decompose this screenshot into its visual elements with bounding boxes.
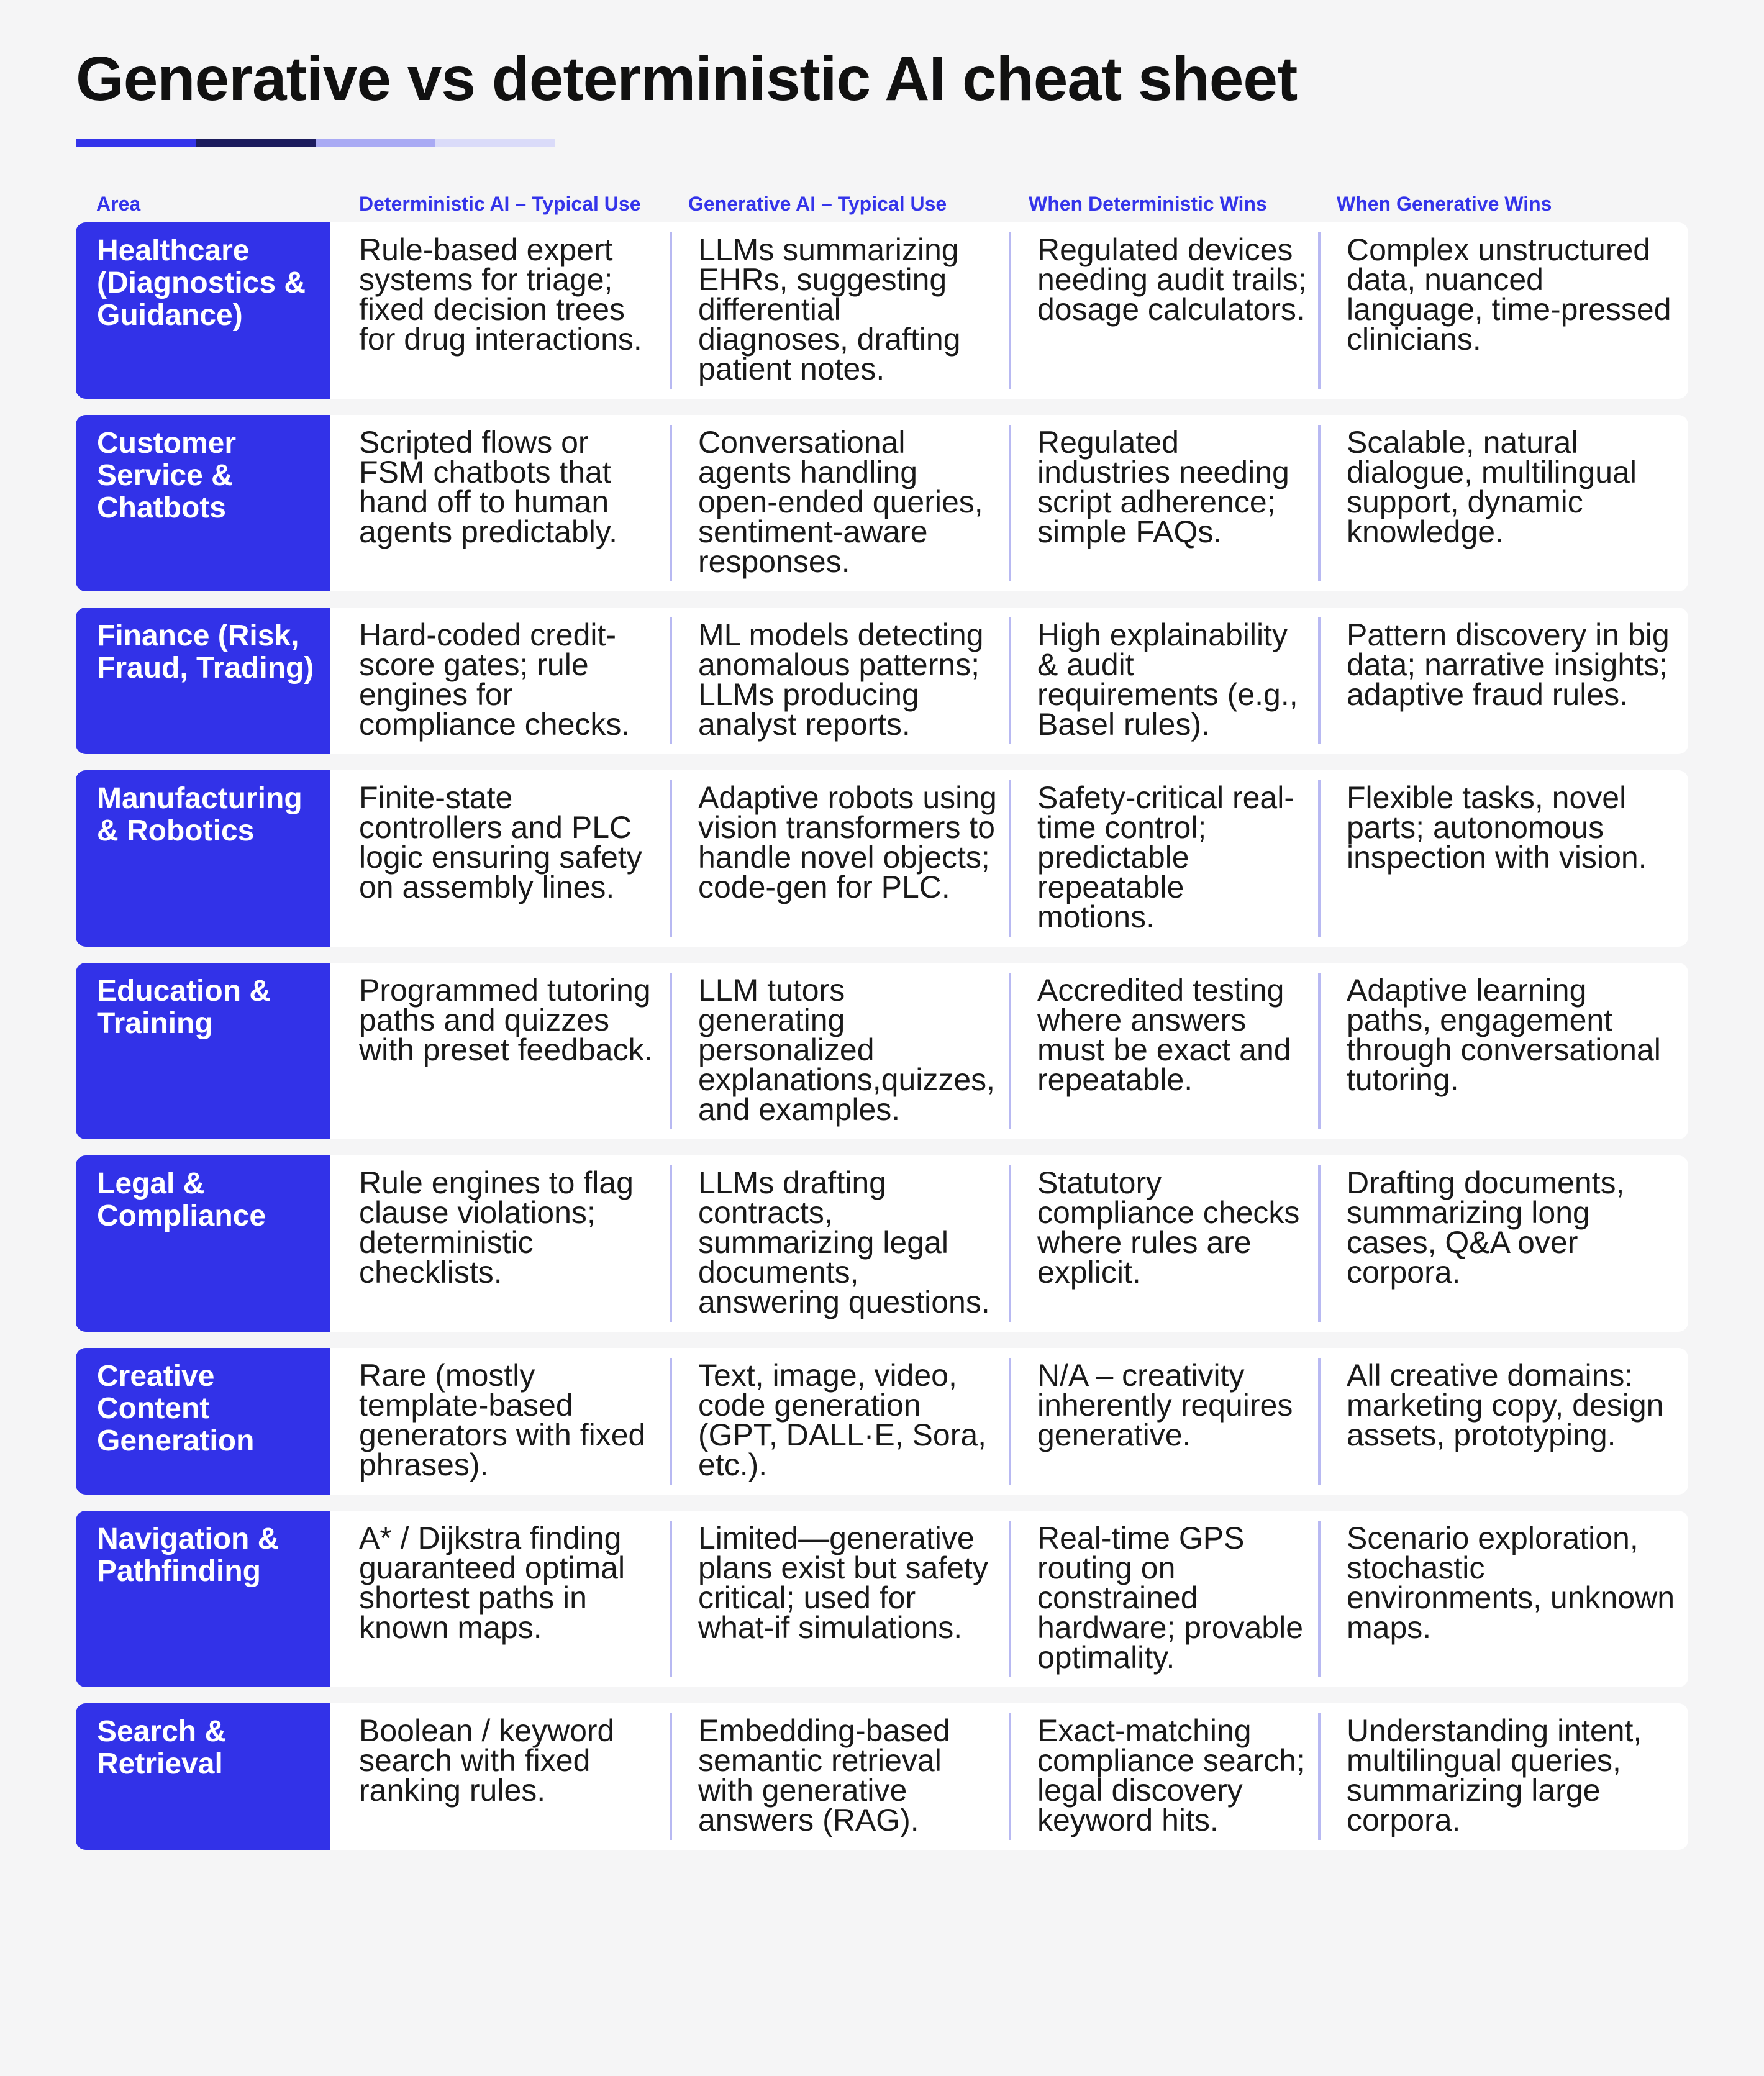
deterministic-use-cell [330,770,670,947]
cell-text: N/A – creativity inherently requires generative. [1037,1358,1293,1452]
cell-text: High explainability & audit requirements (e.g., Basel rules). [1037,617,1298,742]
column-divider [1318,1713,1321,1840]
deterministic-wins-cell [1009,1348,1318,1495]
table-row [76,608,1688,754]
generative-use-cell [670,1348,1009,1495]
accent-segment-1 [76,139,196,147]
generative-use-cell [670,1155,1009,1332]
area-cell: Education & Training [76,963,330,1139]
deterministic-use-cell [330,963,670,1139]
table-row [76,1155,1688,1332]
column-divider [1318,973,1321,1129]
area-cell: Legal & Compliance [76,1155,330,1332]
deterministic-wins-cell [1009,222,1318,399]
table-row [76,1348,1688,1495]
cell-text: All creative domains: marketing copy, design assets, prototyping. [1347,1358,1664,1452]
column-headers [0,186,1764,224]
generative-wins-cell [1318,415,1688,591]
table-row [76,222,1688,399]
cell-text: Statutory compliance checks where rules are explicit. [1037,1165,1300,1290]
header-deterministic-wins: When Deterministic Wins [1029,193,1267,215]
column-divider [670,1521,672,1677]
header-generative-use: Generative AI – Typical Use [688,193,947,215]
generative-use-cell [670,770,1009,947]
header-deterministic-use: Deterministic AI – Typical Use [359,193,641,215]
column-divider [1009,1521,1011,1677]
column-divider [1009,1358,1011,1485]
cell-text: Finite-state controllers and PLC logic ensuring safety on assembly lines. [359,780,642,904]
header-area: Area [96,193,141,215]
generative-wins-cell [1318,608,1688,754]
column-divider [670,232,672,389]
deterministic-use-cell [330,1348,670,1495]
generative-wins-cell [1318,770,1688,947]
deterministic-use-cell [330,608,670,754]
cell-text: Conversational agents handling open-ended queries, sentiment-aware responses. [698,425,983,579]
accent-segment-2 [196,139,316,147]
cell-text: LLMs summarizing EHRs, suggesting differential diagnoses, drafting patient notes. [698,232,961,386]
generative-wins-cell [1318,963,1688,1139]
cell-text: A* / Dijkstra finding guaranteed optimal shortest paths in known maps. [359,1521,625,1645]
column-divider [670,780,672,937]
cell-text: Boolean / keyword search with fixed ranking rules. [359,1713,615,1808]
deterministic-wins-cell [1009,608,1318,754]
deterministic-wins-cell [1009,1703,1318,1850]
cell-text: Accredited testing where answers must be exact and repeatable. [1037,973,1291,1097]
column-divider [670,1713,672,1840]
area-cell: Finance (Risk, Fraud, Trading) [76,608,330,754]
generative-use-cell [670,1511,1009,1687]
comparison-table [76,222,1688,1866]
generative-use-cell [670,1703,1009,1850]
column-divider [1318,1358,1321,1485]
column-divider [670,1165,672,1322]
deterministic-use-cell [330,1155,670,1332]
area-cell: Healthcare (Diagnostics & Guidance) [76,222,330,399]
header-generative-wins: When Generative Wins [1337,193,1552,215]
generative-wins-cell [1318,1511,1688,1687]
column-divider [670,1358,672,1485]
cell-text: Rule-based expert systems for triage; fixed decision trees for drug interactions. [359,232,642,357]
cell-text: Complex unstructured data, nuanced language, time-pressed clinicians. [1347,232,1671,357]
column-divider [1009,232,1011,389]
cell-text: Hard-coded credit-score gates; rule engines for compliance checks. [359,617,630,742]
cell-text: Safety-critical real-time control; predictable repeatable motions. [1037,780,1294,934]
cell-text: Scenario exploration, stochastic environments, unknown maps. [1347,1521,1675,1645]
table-row [76,1703,1688,1850]
column-divider [1009,780,1011,937]
table-row [76,770,1688,947]
cell-text: Adaptive learning paths, engagement through conversational tutoring. [1347,973,1661,1097]
table-row [76,1511,1688,1687]
accent-segment-3 [316,139,435,147]
table-row [76,415,1688,591]
column-divider [1009,1165,1011,1322]
deterministic-wins-cell [1009,415,1318,591]
generative-wins-cell [1318,1155,1688,1332]
column-divider [1318,1165,1321,1322]
cell-text: Limited—generative plans exist but safety critical; used for what-if simulations. [698,1521,988,1645]
generative-wins-cell [1318,1703,1688,1850]
cell-text: Scalable, natural dialogue, multilingual support, dynamic knowledge. [1347,425,1637,549]
deterministic-wins-cell [1009,963,1318,1139]
deterministic-use-cell [330,415,670,591]
column-divider [1318,1521,1321,1677]
cell-text: Regulated industries needing script adherence; simple FAQs. [1037,425,1289,549]
cell-text: Rule engines to flag clause violations; deterministic checklists. [359,1165,634,1290]
column-divider [1318,780,1321,937]
cell-text: Understanding intent, multilingual queries, summarizing large corpora. [1347,1713,1642,1837]
area-cell: Manufacturing & Robotics [76,770,330,947]
area-cell: Search & Retrieval [76,1703,330,1850]
page-title: Generative vs deterministic AI cheat sheet [76,44,1298,114]
accent-segment-4 [435,139,555,147]
cell-text: Embedding-based semantic retrieval with generative answers (RAG). [698,1713,950,1837]
deterministic-wins-cell [1009,770,1318,947]
cell-text: Flexible tasks, novel parts; autonomous inspection with vision. [1347,780,1647,875]
deterministic-use-cell [330,1511,670,1687]
column-divider [1009,425,1011,581]
cell-text: Scripted flows or FSM chatbots that hand off to human agents predictably. [359,425,617,549]
column-divider [1318,232,1321,389]
cell-text: Rare (mostly template-based generators with fixed phrases). [359,1358,646,1482]
column-divider [670,617,672,744]
deterministic-wins-cell [1009,1155,1318,1332]
generative-use-cell [670,415,1009,591]
generative-wins-cell [1318,1348,1688,1495]
generative-use-cell [670,222,1009,399]
cell-text: LLM tutors generating personalized explanations,quizzes, and examples. [698,973,996,1127]
title-accent-bar [76,139,555,147]
deterministic-use-cell [330,1703,670,1850]
column-divider [1318,617,1321,744]
cell-text: Adaptive robots using vision transformers to handle novel objects; code-gen for PLC. [698,780,997,904]
column-divider [1009,617,1011,744]
cell-text: Text, image, video, code generation (GPT, DALL·E, Sora, etc.). [698,1358,987,1482]
cell-text: Pattern discovery in big data; narrative insights; adaptive fraud rules. [1347,617,1670,712]
column-divider [670,425,672,581]
cell-text: LLMs drafting contracts, summarizing legal documents, answering questions. [698,1165,990,1319]
generative-wins-cell [1318,222,1688,399]
cell-text: Regulated devices needing audit trails; dosage calculators. [1037,232,1307,327]
column-divider [1318,425,1321,581]
generative-use-cell [670,963,1009,1139]
generative-use-cell [670,608,1009,754]
deterministic-wins-cell [1009,1511,1318,1687]
area-cell: Creative Content Generation [76,1348,330,1495]
column-divider [670,973,672,1129]
cell-text: Drafting documents, summarizing long cases, Q&A over corpora. [1347,1165,1625,1290]
cell-text: ML models detecting anomalous patterns; LLMs producing analyst reports. [698,617,984,742]
table-row [76,963,1688,1139]
column-divider [1009,973,1011,1129]
deterministic-use-cell [330,222,670,399]
area-cell: Navigation & Pathfinding [76,1511,330,1687]
column-divider [1009,1713,1011,1840]
cell-text: Programmed tutoring paths and quizzes with preset feedback. [359,973,653,1067]
cell-text: Exact-matching compliance search; legal discovery keyword hits. [1037,1713,1305,1837]
area-cell: Customer Service & Chatbots [76,415,330,591]
cell-text: Real-time GPS routing on constrained hardware; provable optimality. [1037,1521,1304,1675]
